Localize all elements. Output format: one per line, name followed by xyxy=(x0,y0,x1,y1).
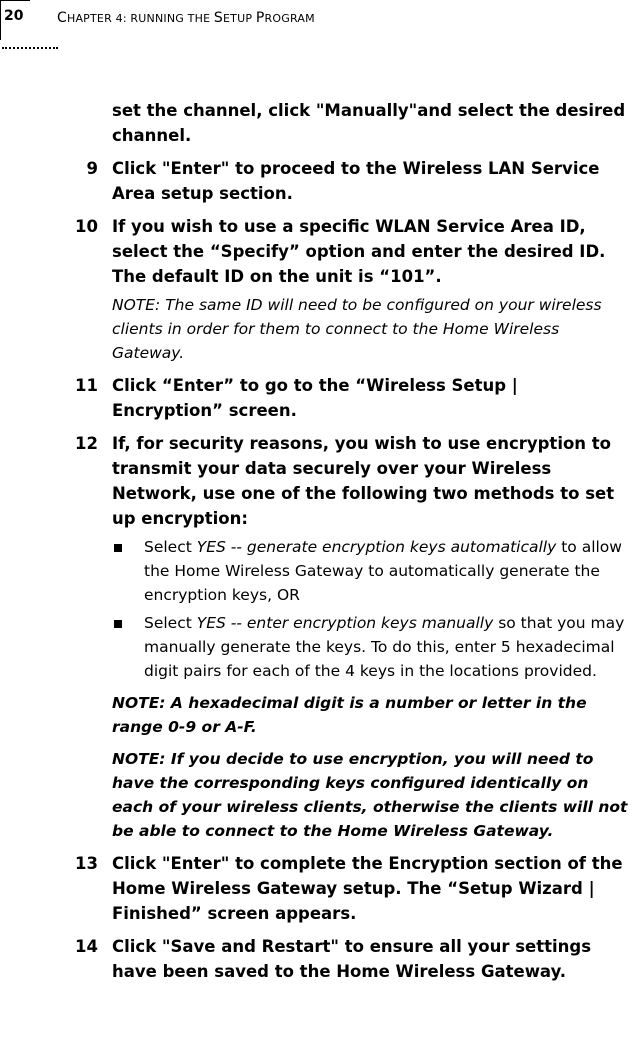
chapter-cap-s: S xyxy=(213,10,224,26)
chapter-sc-3: ETUP xyxy=(223,12,256,25)
step-13 xyxy=(0,851,634,926)
header-dotted-rule xyxy=(2,41,58,49)
note-encryption: NOTE: If you decide to use encryption, you will need to have the corresponding keys configured identically on each of your wireless clients, otherwise the clients will not be able to connect to the Home Wireless Gateway. xyxy=(112,750,628,840)
continued-step-text xyxy=(0,98,634,148)
step-11 xyxy=(0,373,634,423)
step-9 xyxy=(0,156,634,206)
continuation-text: set the channel, click "Manually"and select the desired channel. xyxy=(112,101,626,145)
step-number: 14 xyxy=(75,937,98,956)
step-text: Click “Enter” to go to the “Wireless Setup | Encryption” screen. xyxy=(112,376,518,420)
step-12 xyxy=(0,431,634,531)
page-body xyxy=(0,98,634,984)
bullet-post: to allow the Home Wireless Gateway to automatically generate the encryption keys, OR xyxy=(144,538,622,604)
step-number: 12 xyxy=(75,434,98,453)
chapter-sc-2: UNNING THE xyxy=(138,12,214,25)
step-number: 11 xyxy=(75,376,98,395)
bullet-square-icon xyxy=(114,620,122,628)
bullet-square-icon xyxy=(114,544,122,552)
step-text: Click "Enter" to complete the Encryption section of the Home Wireless Gateway setup. The “Setup Wizard | Finished” screen appears. xyxy=(112,854,623,923)
bullet-option-name: YES -- enter encryption keys manually xyxy=(196,614,494,632)
page-header xyxy=(0,0,634,60)
bullet-option-name: YES -- generate encryption keys automatically xyxy=(196,538,557,556)
bullet-post: so that you may manually generate the keys. To do this, enter 5 hexadecimal digit pairs for each of the 4 keys in the locations provided. xyxy=(144,614,625,680)
step-text: If you wish to use a specific WLAN Service Area ID, select the “Specify” option and enter the desired ID. The default ID on the unit is “101”. xyxy=(112,217,606,286)
step-text: Click "Enter" to proceed to the Wireless LAN Service Area setup section. xyxy=(112,159,600,203)
list-item xyxy=(144,535,630,607)
bullet-pre: Select xyxy=(144,614,197,632)
step-text: Click "Save and Restart" to ensure all your settings have been saved to the Home Wireless Gateway. xyxy=(112,937,592,981)
note-hexadecimal: NOTE: A hexadecimal digit is a number or letter in the range 0-9 or A-F. xyxy=(112,694,587,736)
chapter-cap-c: C xyxy=(57,10,67,26)
step-10 xyxy=(0,214,634,289)
bullet-pre: Select xyxy=(144,538,197,556)
chapter-title xyxy=(57,10,315,26)
step-number: 10 xyxy=(75,217,98,236)
step-number: 13 xyxy=(75,854,98,873)
chapter-sc-1: HAPTER 4: R xyxy=(66,12,139,25)
step-14 xyxy=(0,934,634,984)
note-wlan-id: NOTE: The same ID will need to be configured on your wireless clients in order for them to connect to the Home Wireless Gateway. xyxy=(112,296,602,362)
page-number: 20 xyxy=(0,0,30,40)
list-item xyxy=(144,611,630,683)
step-number: 9 xyxy=(86,159,98,178)
step-text: If, for security reasons, you wish to use encryption to transmit your data securely over your Wireless Network, use one of the following two methods to set up encryption: xyxy=(112,434,615,528)
chapter-cap-p: P xyxy=(255,10,265,26)
chapter-sc-4: ROGRAM xyxy=(264,12,315,25)
encryption-options-list xyxy=(0,535,634,683)
